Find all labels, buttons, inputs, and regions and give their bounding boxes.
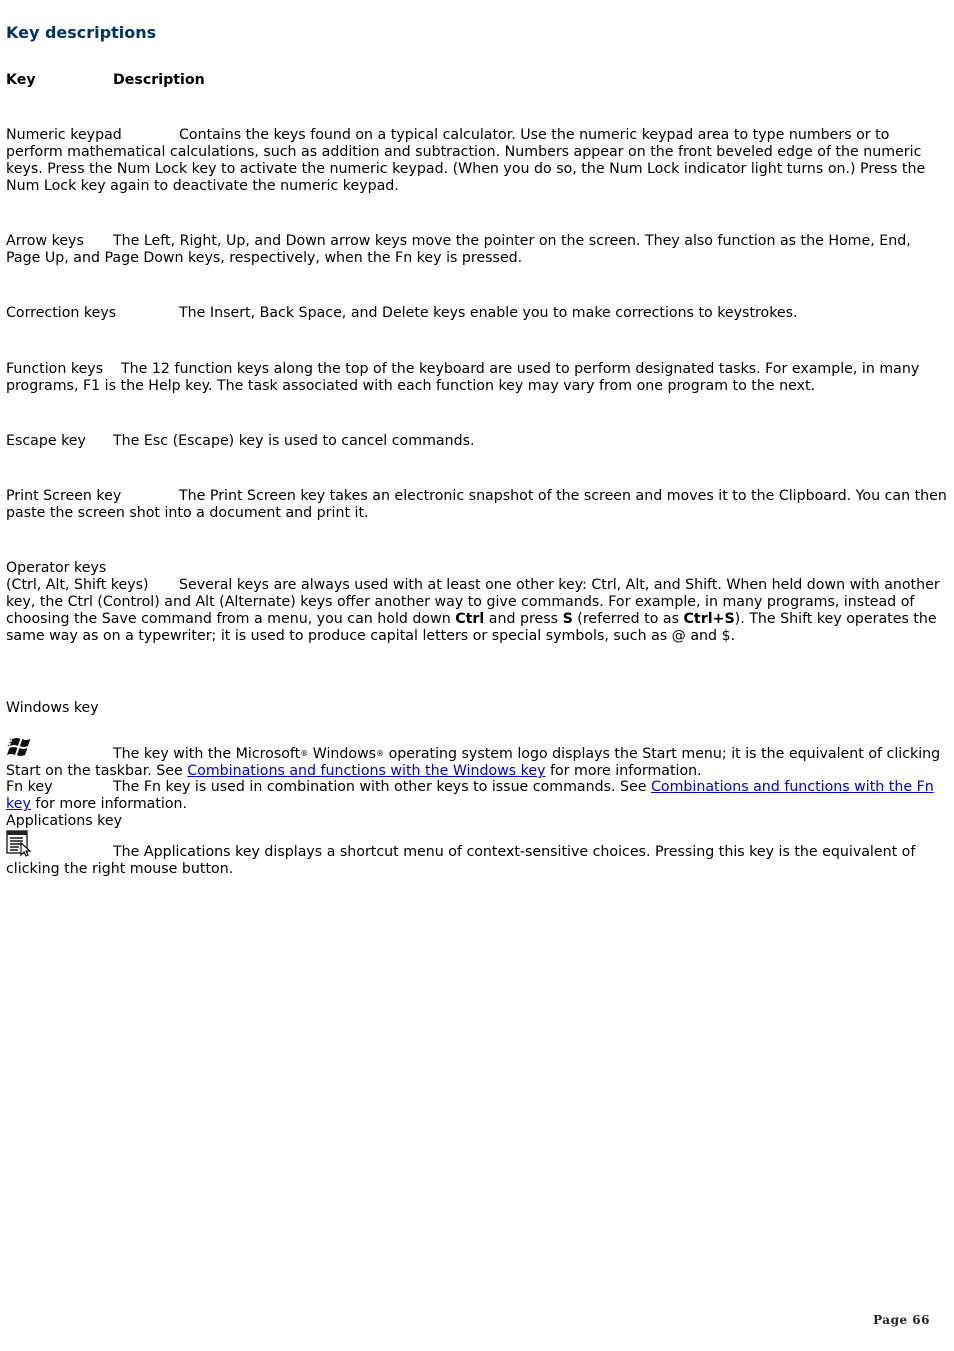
page-title: Key descriptions bbox=[6, 23, 157, 42]
registered-mark: ® bbox=[376, 749, 385, 758]
row-print-screen-key bbox=[6, 488, 948, 522]
row-fn-key bbox=[6, 779, 948, 813]
key-description-part: Several keys are always used with at least one other key: Ctrl, Alt, and Shift. When held down with another key, the Ctrl (Control) and Alt (Alternate) keys offer another way to give commands. For example, in many programs, instead of choosing the Save command from a menu, you can hold down bbox=[6, 577, 940, 627]
key-description-part: The key with the Microsoft bbox=[113, 746, 301, 762]
row-applications-key-description bbox=[6, 844, 948, 878]
row-numeric-keypad bbox=[6, 127, 948, 195]
key-name: Print Screen key bbox=[6, 488, 122, 504]
key-description-part: ). The Shift key operates the same way as on a typewriter; it is used to produce capital letters or special symbols, such as @ and $. bbox=[6, 611, 937, 644]
column-header-key: Key bbox=[6, 72, 36, 88]
key-name: Correction keys bbox=[6, 305, 117, 321]
row-applications-key bbox=[6, 813, 948, 830]
key-description: The Insert, Back Space, and Delete keys enable you to make corrections to keystrokes. bbox=[179, 305, 798, 321]
row-windows-key bbox=[6, 700, 948, 717]
key-description-part: operating system logo displays the Start menu; it is the equivalent of clicking Start on the taskbar. See bbox=[6, 746, 941, 779]
key-description: The Print Screen key takes an electronic snapshot of the screen and moves it to the Clipboard. You can then paste the screen shot into a document and print it. bbox=[6, 488, 947, 521]
row-correction-keys bbox=[6, 305, 948, 322]
key-name: Arrow keys bbox=[6, 233, 84, 249]
key-combo-ctrl: Ctrl bbox=[455, 611, 485, 627]
key-description-part: The Fn key is used in combination with other keys to issue commands. See bbox=[113, 779, 651, 795]
key-description: The Applications key displays a shortcut menu of context-sensitive choices. Pressing this key is the equivalent of clicking the right mouse button. bbox=[6, 844, 916, 877]
key-combo-s: S bbox=[562, 611, 573, 627]
key-name: Numeric keypad bbox=[6, 127, 122, 143]
row-windows-key-description bbox=[6, 745, 948, 780]
key-name: Applications key bbox=[6, 813, 123, 829]
key-name: Operator keys bbox=[6, 560, 107, 576]
key-combo-ctrl-s: Ctrl+S bbox=[683, 611, 735, 627]
column-header-description: Description bbox=[113, 72, 205, 88]
key-name: Escape key bbox=[6, 433, 86, 449]
key-description-part: (referred to as bbox=[572, 611, 684, 627]
key-description: Contains the keys found on a typical calculator. Use the numeric keypad area to type numbers or to perform mathematical calculations, such as addition and subtraction. Numbers appear on the front beveled edge of the numeric keys. Press the Num Lock key to activate the numeric keypad. (When you do so, the Num Lock indicator light turns on.) Press the Num Lock key again to deactivate the numeric keypad. bbox=[6, 127, 926, 194]
row-arrow-keys bbox=[6, 233, 948, 267]
row-function-keys bbox=[6, 361, 948, 395]
key-description-part: for more information. bbox=[30, 796, 188, 812]
registered-mark: ® bbox=[300, 749, 309, 758]
key-name: Function keys bbox=[6, 361, 104, 377]
fn-key-combinations-link[interactable]: Combinations and functions with the Fn key bbox=[6, 779, 934, 812]
row-escape-key bbox=[6, 433, 948, 450]
key-description: The Esc (Escape) key is used to cancel commands. bbox=[113, 433, 475, 449]
key-description-part: and press bbox=[484, 611, 563, 627]
key-description-part: for more information. bbox=[545, 763, 702, 779]
windows-key-combinations-link[interactable]: Combinations and functions with the Windows key bbox=[187, 763, 546, 779]
page-number: Page 66 bbox=[873, 1313, 930, 1327]
key-name: Windows key bbox=[6, 700, 99, 716]
key-description: The Left, Right, Up, and Down arrow keys move the pointer on the screen. They also function as the Home, End, Page Up, and Page Down keys, respectively, when the Fn key is pressed. bbox=[6, 233, 911, 266]
key-description-part: Windows bbox=[308, 746, 377, 762]
key-name-subtitle: (Ctrl, Alt, Shift keys) bbox=[6, 577, 149, 593]
row-operator-keys bbox=[6, 560, 948, 645]
key-description: The 12 function keys along the top of the keyboard are used to perform designated tasks. For example, in many programs, F1 is the Help key. The task associated with each function key may vary from one program to the next. bbox=[6, 361, 920, 394]
key-name: Fn key bbox=[6, 779, 53, 795]
